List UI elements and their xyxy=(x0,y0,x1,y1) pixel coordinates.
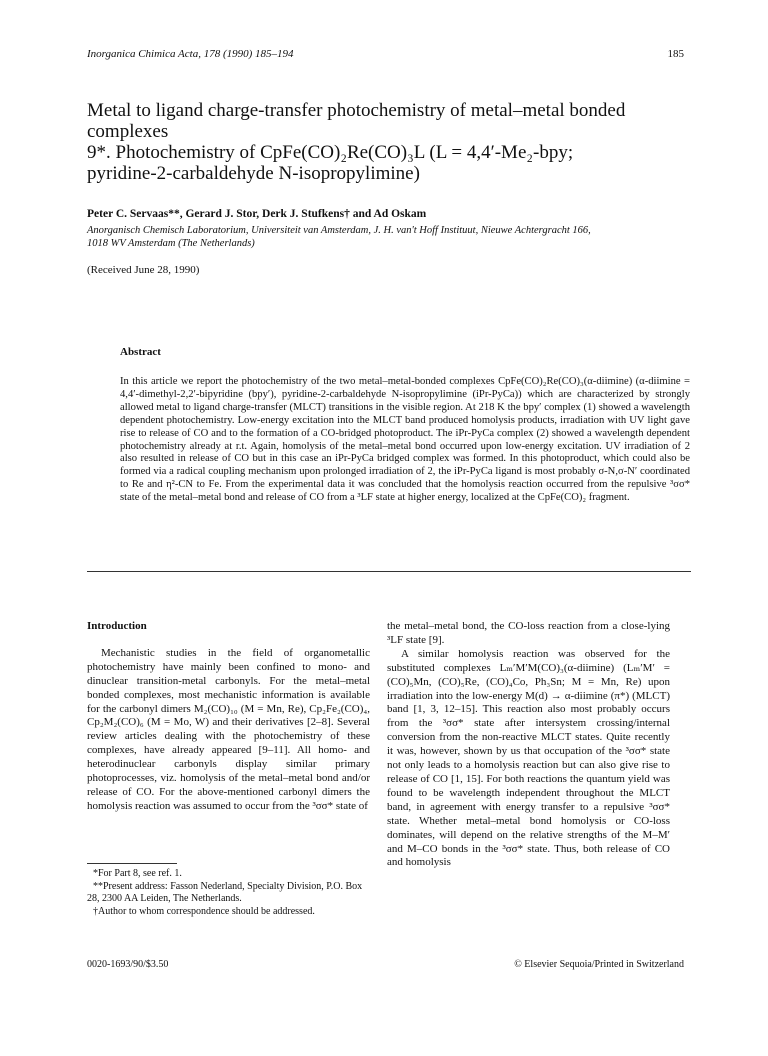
left-column xyxy=(87,620,370,814)
title-line-3: 9*. Photochemistry of CpFe(CO)₂Re(CO)₃L (L = 4,4′-Me₂-bpy; xyxy=(87,142,574,163)
title-line-1: Metal to ligand charge-transfer photochemistry of metal–metal bonded xyxy=(87,100,626,121)
section-divider xyxy=(87,571,691,572)
publisher-line: © Elsevier Sequoia/Printed in Switzerland xyxy=(514,959,684,970)
authors: Peter C. Servaas**, Gerard J. Stor, Derk J. Stufkens† and Ad Oskam xyxy=(87,208,427,220)
intro-paragraph-1: Mechanistic studies in the field of organometallic photochemistry have mainly been confined to mono- and dinuclear transition-metal carbonyls. For the metal–metal bonded complexes, most mechanistic information is available for the carbonyl dimers M₂(CO)₁₀ (M = Mn, Re), Cp₂Fe₂(CO)₄, Cp₂M₂(CO)₆ (M = Mo, W) and their derivatives [2–8]. Several review articles dealing with the photochemistry of these complexes, have already appeared [9–11]. All homo- and heterodinuclear carbonyls display similar primary photoprocesses, viz. homolysis of the metal–metal bond and/or release of CO. For the above-mentioned carbonyl dimers the homolysis reaction was assumed to occur from the ³σσ* state of xyxy=(87,646,370,812)
affiliation-line-1: Anorganisch Chemisch Laboratorium, Universiteit van Amsterdam, J. H. van't Hoff Instituut, Nieuwe Achtergracht 166, xyxy=(87,225,591,236)
footnote-1: *For Part 8, see ref. 1. xyxy=(93,868,182,879)
footnote-3: †Author to whom correspondence should be addressed. xyxy=(93,905,315,917)
page-number: 185 xyxy=(667,48,684,60)
footnote-divider xyxy=(87,863,177,864)
journal-header: Inorganica Chimica Acta, 178 (1990) 185–194 xyxy=(87,48,294,60)
footnotes xyxy=(87,868,377,918)
received-date: (Received June 28, 1990) xyxy=(87,264,200,276)
title-line-2: complexes xyxy=(87,121,169,142)
title-line-4: pyridine-2-carbaldehyde N-isopropylimine) xyxy=(87,163,420,184)
introduction-heading: Introduction xyxy=(87,620,147,632)
affiliation xyxy=(87,224,697,250)
intro-paragraph-2: A similar homolysis reaction was observed for the substituted complexes Lₘ′M′M(CO)₃(α-diimine) (Lₘ′M′ = (CO)₅Mn, (CO)₅Re, (CO)₄Co, Ph₃Sn; M = Mn, Re) upon irradiation into the low-energy M(d) → α-diimine (π*) (MLCT) band [1, 3, 12–15]. This reaction also most probably occurs from the ³σσ* state after intersystem crossing/internal conversion from the non-reactive MLCT states. Quite recently it was, however, shown by us that occupation of the ³σσ* state not only leads to a homolysis reaction but can also give rise to release of CO [1, 15]. For both reactions the quantum yield was found to be wavelength independent throughout the MLCT band, in agreement with energy transfer to a repulsive ³σσ* state. Whether metal–metal bond homolysis or CO-loss dominates, will depend on the relative strengths of the M–M′ and M–CO bonds in the ³σσ* state. Thus, both release of CO and homolysis xyxy=(387,647,670,869)
abstract-heading: Abstract xyxy=(120,346,161,358)
footnote-2: **Present address: Fasson Nederland, Specialty Division, P.O. Box 28, 2300 AA Leiden, The Netherlands. xyxy=(87,880,363,904)
affiliation-line-2: 1018 WV Amsterdam (The Netherlands) xyxy=(87,238,255,249)
intro-paragraph-1-continued: the metal–metal bond, the CO-loss reaction from a close-lying ³LF state [9]. xyxy=(387,620,670,646)
abstract-text: In this article we report the photochemistry of the two metal–metal-bonded complexes CpFe(CO)₂Re(CO)₃(α-diimine) (α-diimine = 4,4′-dimethyl-2,2′-bipyridine (bpy′), pyridine-2-carbaldehyde N-isopropylimine (iPr-PyCa)) which are characterized by strongly allowed metal to ligand charge-transfer (MLCT) transitions in the visible region. At 218 K the bpy′ complex (1) showed a wavelength dependent photochemistry. Low-energy excitation into the MLCT band produced homolysis products, irradiation with UV light gave rise to release of CO and to the formation of a CO-bridged photoproduct. The iPr-PyCa complex (2) showed a wavelength dependent photochemistry already at r.t. Again, homolysis of the metal–metal bond occurred upon low-energy excitation. UV irradiation of 2 also resulted in release of CO but in this case an iPr-PyCa bridged complex was formed. In this photoproduct, which could also be formed via a radical coupling mechanism upon prolonged irradiation of 2, the iPr-PyCa ligand is most probably σ-N,σ-N′ coordinated to Re and η²-CN to Fe. From the experimental data it was concluded that the homolysis reaction occurred from the repulsive ³σσ* state of the metal–metal bond and release of CO from a ³LF state at higher energy, localized at the CpFe(CO)₂ fragment. xyxy=(120,376,690,504)
paper-title xyxy=(87,100,697,184)
right-column xyxy=(387,620,670,870)
issn-code: 0020-1693/90/$3.50 xyxy=(87,959,169,970)
